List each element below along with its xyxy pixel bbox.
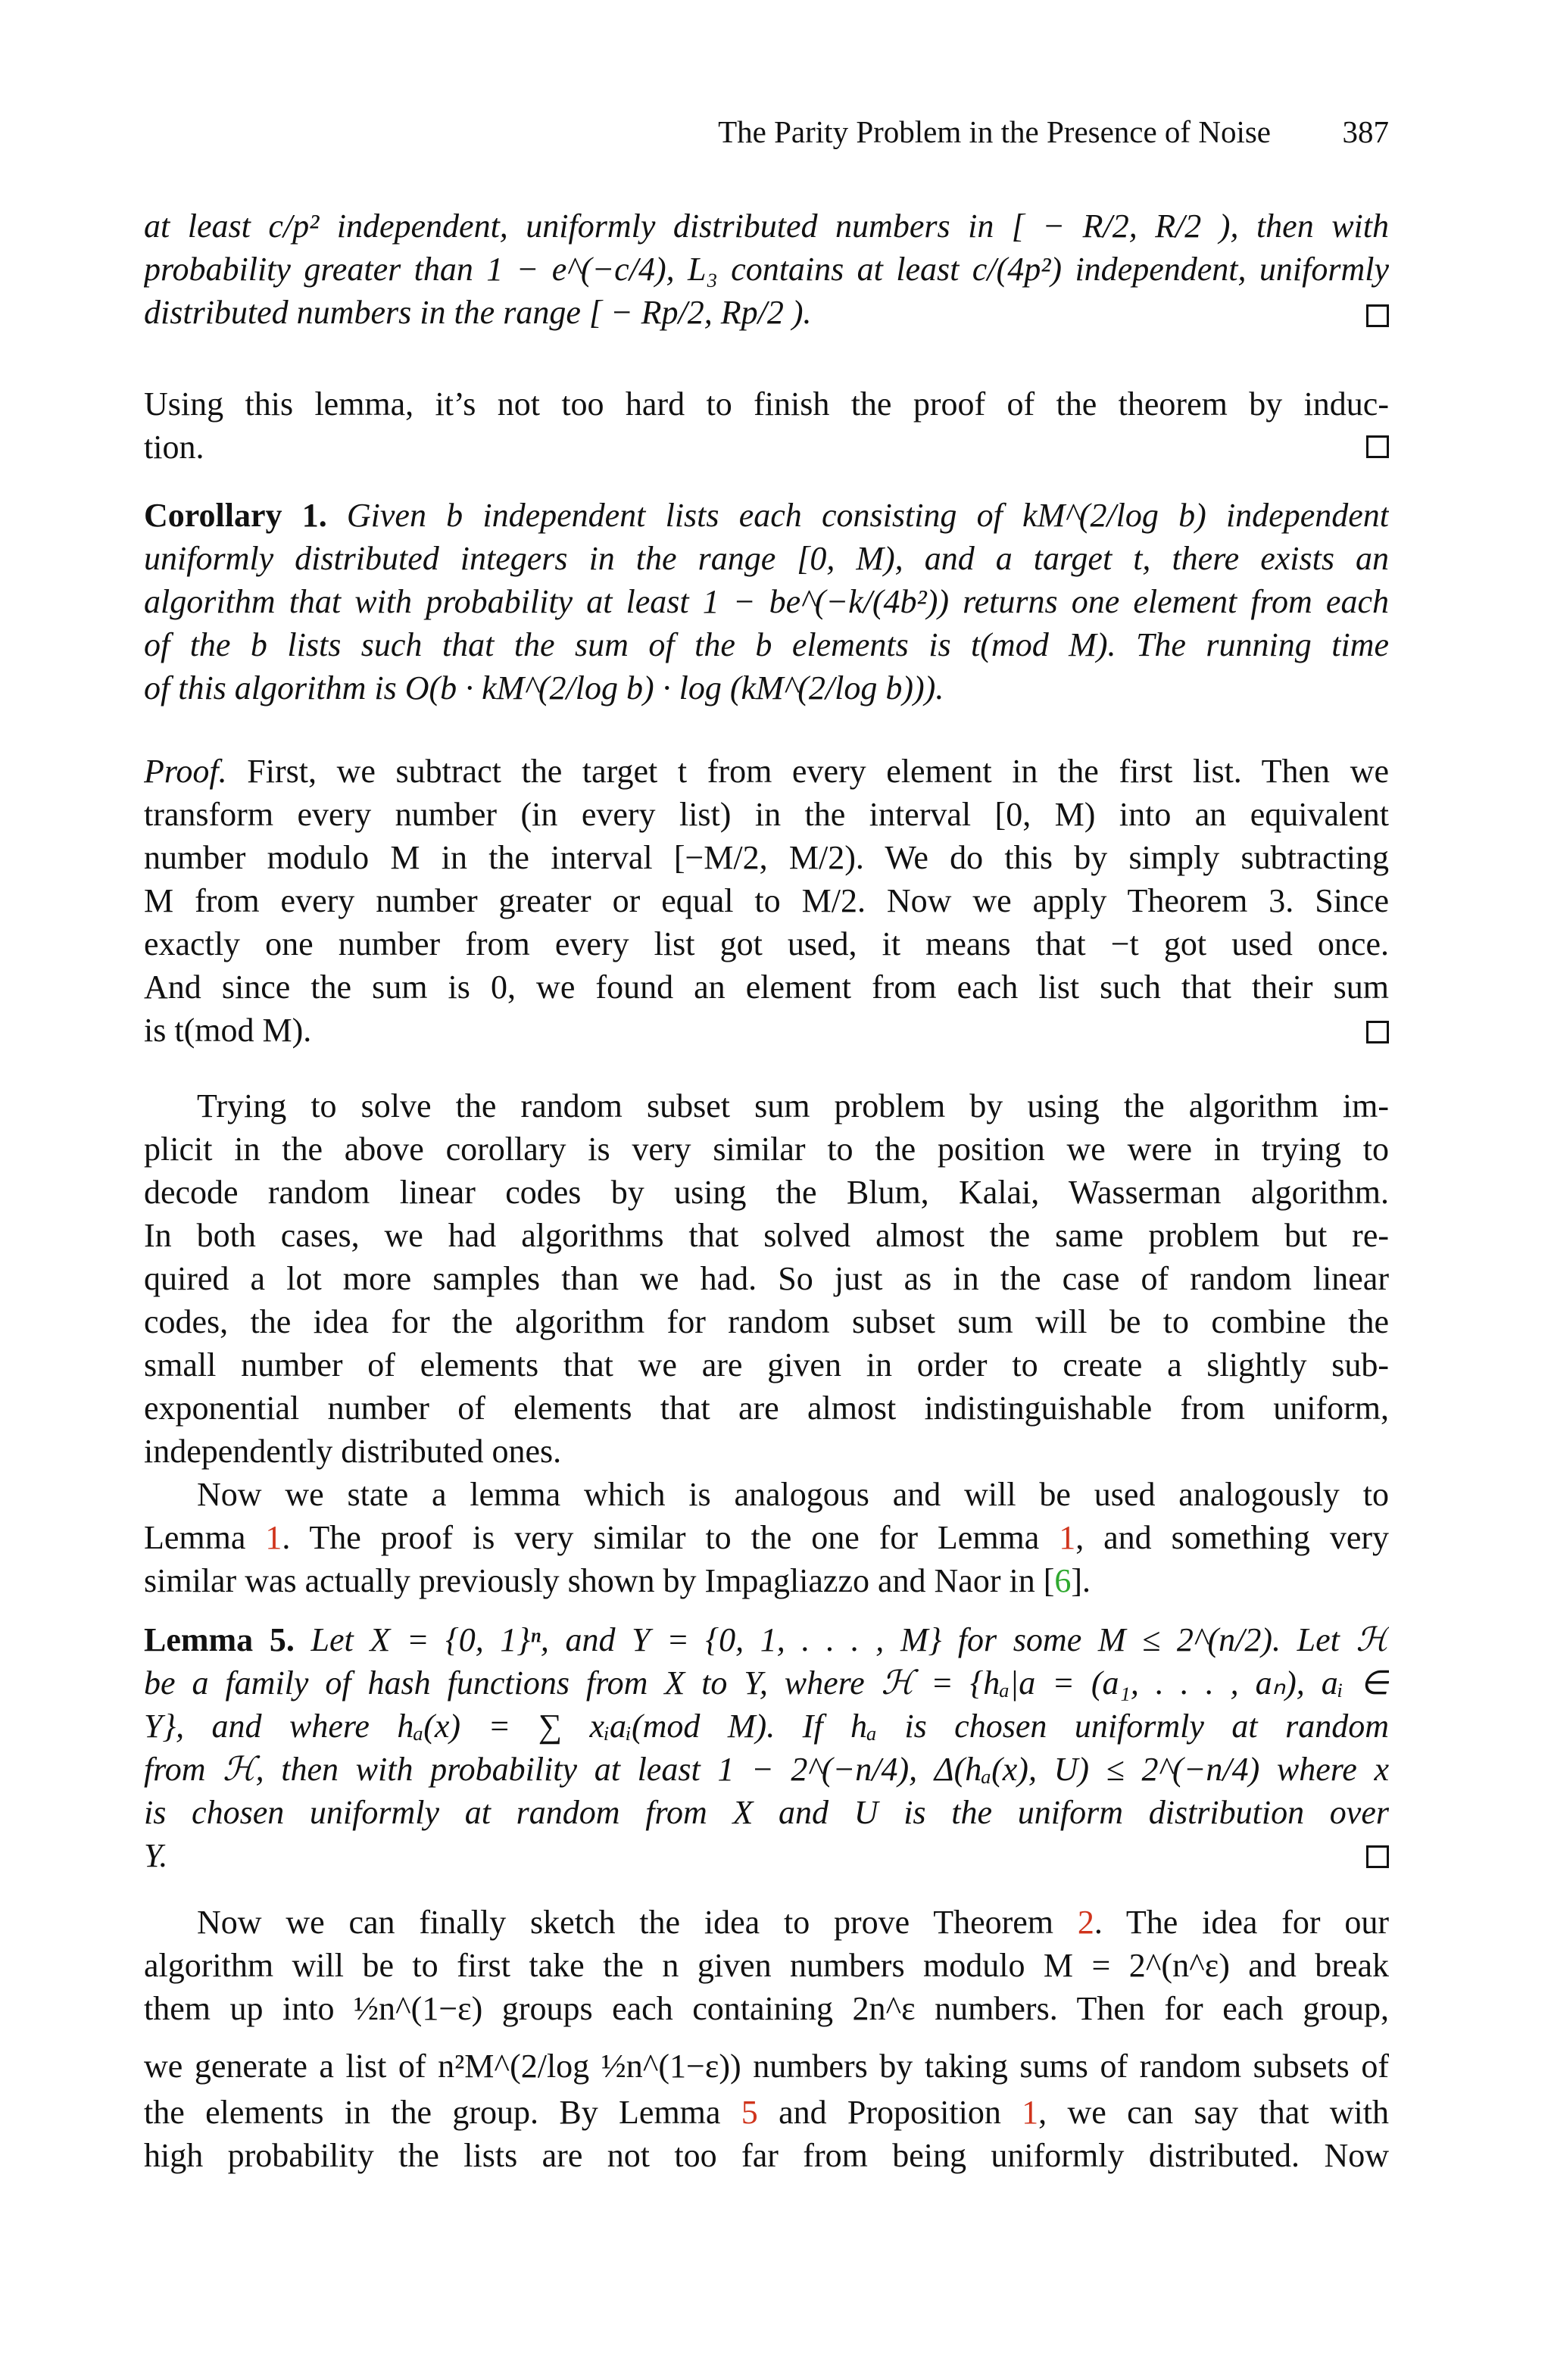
proof-line: transform every number (in every list) in the interval [0, M) into an equivalent <box>144 796 1389 833</box>
lemma-5 <box>144 1618 1389 1877</box>
corollary-line: of this algorithm is O(b · kM^(2/log b) · log (kM^(2/log b))). <box>144 669 944 707</box>
lemma-reference-link[interactable]: 1 <box>1059 1519 1076 1556</box>
paragraph-line: plicit in the above corollary is very similar to the position we were in trying to <box>144 1131 1389 1168</box>
paragraph-line: the elements in the group. By Lemma 5 and Proposition 1, we can say that with <box>144 2094 1389 2131</box>
proof <box>144 750 1389 1052</box>
lemma-reference-link[interactable]: 5 <box>741 2094 758 2131</box>
paragraph-line: independently distributed ones. <box>144 1433 562 1470</box>
paragraph-line: we generate a list of n²M^(2/log ½n^(1−ε)) numbers by taking sums of random subsets of <box>144 2048 1389 2085</box>
paragraph-line: In both cases, we had algorithms that solved almost the same problem but re- <box>144 1217 1389 1254</box>
lemma-tail-line: distributed numbers in the range [ − Rp/2, Rp/2 ). <box>144 294 812 331</box>
proof-line: M from every number greater or equal to M/2. Now we apply Theorem 3. Since <box>144 882 1389 919</box>
corollary-line: Corollary 1. Given b independent lists each consisting of kM^(2/log b) independent <box>144 497 1389 534</box>
lemma-tail <box>144 204 1389 334</box>
qed-symbol <box>1366 304 1389 327</box>
paragraph-line: algorithm will be to first take the n given numbers modulo M = 2^(n^ε) and break <box>144 1947 1389 1984</box>
paragraph-line: exponential number of elements that are almost indistinguishable from uniform, <box>144 1390 1389 1427</box>
paragraph-line: similar was actually previously shown by Impagliazzo and Naor in [6]. <box>144 1562 1091 1599</box>
corollary-label: Corollary 1. <box>144 497 327 534</box>
paragraph-line: small number of elements that we are given in order to create a slightly sub- <box>144 1346 1389 1383</box>
paragraph-line: Using this lemma, it’s not too hard to finish the proof of the theorem by induc- <box>144 385 1389 423</box>
paper-page <box>144 0 1389 2380</box>
page-number: 387 <box>1342 114 1389 149</box>
proof-line: And since the sum is 0, we found an element from each list such that their sum <box>144 969 1389 1006</box>
paragraph-line: them up into ½n^(1−ε) groups each containing 2n^ε numbers. Then for each group, <box>144 1990 1389 2027</box>
paragraph-line: Now we can finally sketch the idea to prove Theorem 2. The idea for our <box>197 1904 1389 1941</box>
paragraph-line: Now we state a lemma which is analogous and will be used analogously to <box>197 1476 1389 1513</box>
running-header <box>144 114 1389 159</box>
para-now-state <box>144 1473 1389 1602</box>
para-trying <box>144 1084 1389 1473</box>
proof-line: is t(mod M). <box>144 1012 312 1049</box>
para-finally <box>144 1901 1389 2177</box>
paragraph-line: quired a lot more samples than we had. So just as in the case of random linear <box>144 1260 1389 1297</box>
lemma-label: Lemma 5. <box>144 1621 295 1658</box>
proof-label: Proof. <box>144 753 227 790</box>
proof-line: number modulo M in the interval [−M/2, M/2). We do this by simply subtracting <box>144 839 1389 876</box>
lemma-line: Y}, and where hₐ(x) = ∑ xᵢaᵢ(mod M). If hₐ is chosen uniformly at random <box>144 1708 1389 1745</box>
paragraph-line: Trying to solve the random subset sum problem by using the algorithm im- <box>197 1087 1389 1124</box>
lemma-tail-line: at least c/p² independent, uniformly distributed numbers in [ − R/2, R/2 ), then with <box>144 207 1389 245</box>
lemma-line: is chosen uniformly at random from X and U is the uniform distribution over <box>144 1794 1389 1831</box>
para-using-lemma <box>144 382 1389 469</box>
corollary-line: of the b lists such that the sum of the b elements is t(mod M). The running time <box>144 626 1389 663</box>
lemma-line: Lemma 5. Let X = {0, 1}ⁿ, and Y = {0, 1, . . . , M} for some M ≤ 2^(n/2). Let ℋ <box>144 1621 1389 1658</box>
corollary-line: uniformly distributed integers in the range [0, M), and a target t, there exists an <box>144 540 1389 577</box>
corollary-1 <box>144 494 1389 710</box>
proof-line: Proof. First, we subtract the target t from every element in the first list. Then we <box>144 753 1389 790</box>
lemma-line: Y. <box>144 1837 168 1874</box>
lemma-line: be a family of hash functions from X to Y, where ℋ = {hₐ|a = (a₁, . . . , aₙ), aᵢ ∈ <box>144 1664 1389 1702</box>
paragraph-line: decode random linear codes by using the Blum, Kalai, Wasserman algorithm. <box>144 1174 1389 1211</box>
corollary-line: algorithm that with probability at least 1 − be^(−k/(4b²)) returns one element from each <box>144 583 1389 620</box>
lemma-reference-link[interactable]: 1 <box>265 1519 282 1556</box>
lemma-line: from ℋ, then with probability at least 1 − 2^(−n/4), Δ(hₐ(x), U) ≤ 2^(−n/4) where x <box>144 1751 1389 1788</box>
running-title: The Parity Problem in the Presence of Noise <box>718 114 1271 149</box>
qed-symbol <box>1366 1845 1389 1868</box>
qed-symbol <box>1366 1021 1389 1043</box>
qed-symbol <box>1366 435 1389 458</box>
proof-line: exactly one number from every list got used, it means that −t got used once. <box>144 925 1389 962</box>
paragraph-line: tion. <box>144 429 204 466</box>
paragraph-line: Lemma 1. The proof is very similar to the one for Lemma 1, and something very <box>144 1519 1389 1556</box>
paragraph-line: codes, the idea for the algorithm for random subset sum will be to combine the <box>144 1303 1389 1340</box>
lemma-tail-line: probability greater than 1 − e^(−c/4), L₃ contains at least c/(4p²) independent, uniformly <box>144 251 1389 288</box>
paragraph-line: high probability the lists are not too far from being uniformly distributed. Now <box>144 2137 1389 2174</box>
theorem-reference-link[interactable]: 2 <box>1077 1904 1094 1941</box>
proposition-reference-link[interactable]: 1 <box>1022 2094 1039 2131</box>
citation-link[interactable]: 6 <box>1054 1562 1072 1599</box>
